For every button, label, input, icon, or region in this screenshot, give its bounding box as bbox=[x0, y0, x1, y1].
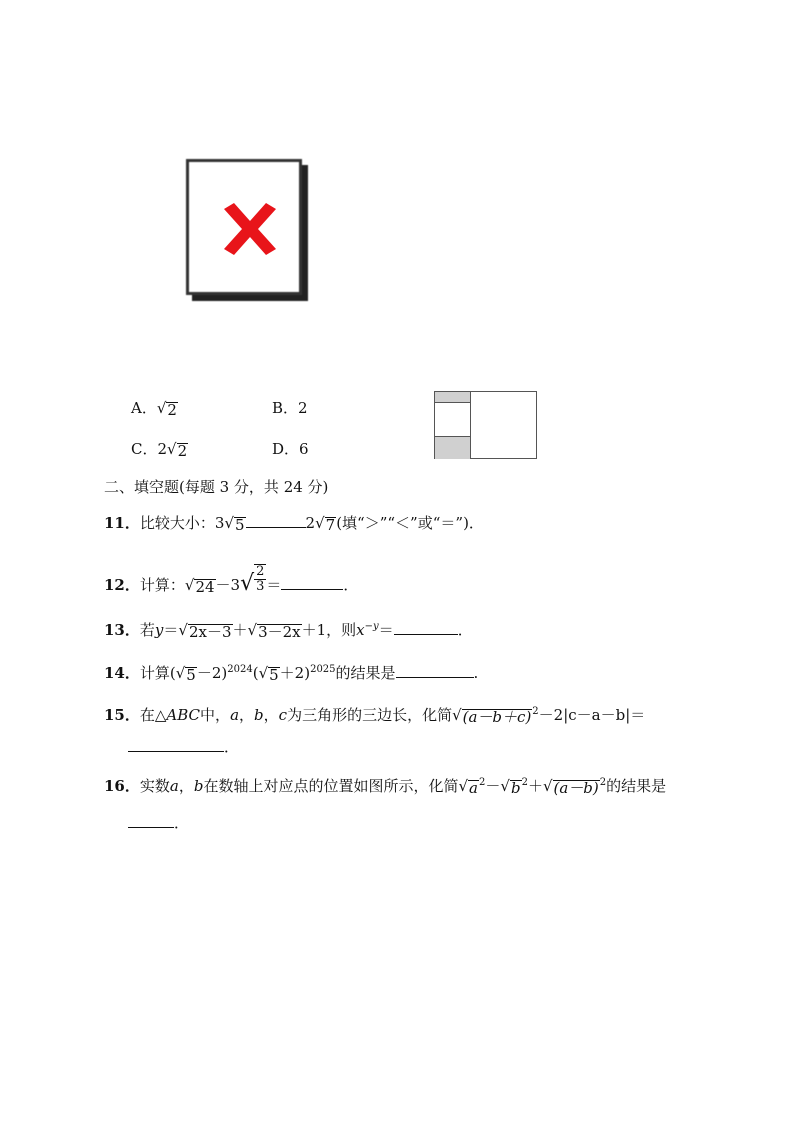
answer-blank[interactable] bbox=[128, 813, 174, 828]
question-13: 13．若y＝ √ 2x－3 ＋ √ 3－2x ＋1，则$x^{-y}=$ ． bbox=[104, 621, 473, 641]
answer-blank[interactable] bbox=[128, 737, 224, 752]
section-title: 二、填空题(每题 3 分，共 24 分) bbox=[104, 478, 329, 496]
red-x-icon bbox=[220, 199, 280, 259]
option-c: C．2 √ 2 bbox=[131, 440, 188, 460]
option-b: B．2 bbox=[272, 399, 308, 417]
question-15-answer: ． bbox=[128, 737, 239, 757]
question-16-answer: ． bbox=[128, 813, 189, 833]
answer-blank[interactable] bbox=[394, 620, 458, 635]
option-d: D．6 bbox=[272, 440, 309, 458]
question-11: 11．比较大小：3 √ 5 2 √ 7 (填“＞”“＜”或“＝”)． bbox=[104, 514, 484, 534]
answer-blank[interactable] bbox=[246, 513, 306, 528]
question-16: 16．实数a，b在数轴上对应点的位置如图所示，化简 √ a $^2$－ √ b $^2$＋ √ (a－b) $^2$的结果是 bbox=[104, 777, 667, 797]
option-a: A． √ 2 bbox=[131, 399, 177, 419]
question-15: 15．在△ABC中，a，b，c为三角形的三边长，化简 √ (a－b＋c) $^2$－2|c－a－b|＝ bbox=[104, 706, 646, 726]
answer-blank[interactable] bbox=[396, 663, 474, 678]
question-14: 14．计算( √ 5 －2)$^{2024}$( √ 5 ＋2)$^{2025}$的结果是 . bbox=[104, 664, 479, 684]
grid-figure bbox=[434, 391, 537, 459]
broken-image-icon bbox=[186, 159, 312, 305]
answer-blank[interactable] bbox=[281, 575, 343, 590]
question-12: 12．计算： √ 24 －3 √ $\frac{2}{3}$ ＝ ． bbox=[104, 564, 359, 596]
